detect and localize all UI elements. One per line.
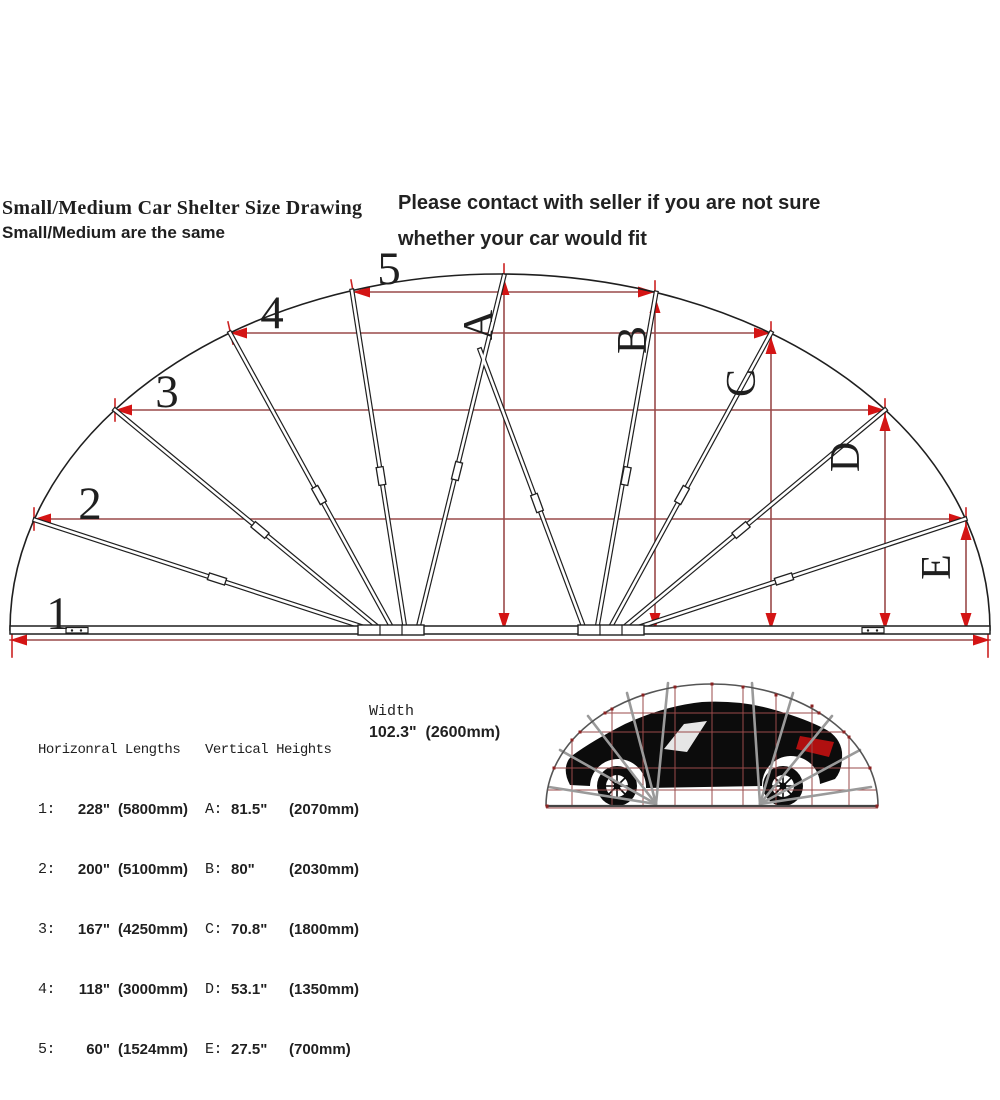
table-row: A: 81.5" (2070mm)	[205, 801, 360, 818]
page-title: Small/Medium Car Shelter Size Drawing	[2, 197, 363, 219]
table-row: B: 80" (2030mm)	[205, 861, 360, 878]
seller-note-line2: whether your car would fit	[398, 228, 647, 250]
table-row: C: 70.8" (1800mm)	[205, 921, 360, 938]
right-pivot-bracket	[578, 625, 644, 635]
rib-label-5: 5	[377, 243, 401, 295]
base-rail	[10, 625, 990, 635]
vertical-heights-title: Vertical Heights	[205, 742, 332, 758]
left-pivot-bracket	[358, 625, 424, 635]
horizontal-lengths-title: Horizonral Lengths	[38, 742, 181, 758]
rib-label-1: 1	[46, 588, 70, 640]
table-row: 2: 200" (5100mm)	[38, 861, 189, 878]
width-title: Width	[369, 703, 415, 720]
height-label-A: A	[456, 309, 502, 341]
height-label-E: E	[914, 554, 960, 580]
dimension-lines-vertical	[504, 275, 966, 631]
vertical-heights-table	[205, 700, 359, 1100]
seller-note-line1: Please contact with seller if you are not sure	[398, 192, 821, 214]
page-subtitle: Small/Medium are the same	[2, 223, 225, 242]
horizontal-lengths-table	[38, 700, 188, 1100]
table-row: 3: 167" (4250mm)	[38, 921, 189, 938]
table-row: E: 27.5" (700mm)	[205, 1041, 351, 1058]
main-fan-diagram	[10, 243, 990, 657]
table-row: 5: 60" (1524mm)	[38, 1041, 189, 1058]
width-spec	[369, 703, 500, 742]
height-label-C: C	[719, 368, 765, 398]
table-row: D: 53.1" (1350mm)	[205, 981, 360, 998]
rib-joints	[207, 461, 793, 585]
height-label-B: B	[610, 325, 656, 355]
height-label-D: D	[823, 441, 869, 473]
car-shelter-illustration	[546, 683, 879, 809]
rib-label-4: 4	[260, 287, 284, 339]
width-value: 102.3" (2600mm)	[369, 724, 501, 741]
rib-label-2: 2	[78, 478, 102, 530]
table-row: 4: 118" (3000mm)	[38, 981, 189, 998]
rib-label-3: 3	[155, 366, 179, 418]
table-row: 1: 228" (5800mm)	[38, 801, 189, 818]
